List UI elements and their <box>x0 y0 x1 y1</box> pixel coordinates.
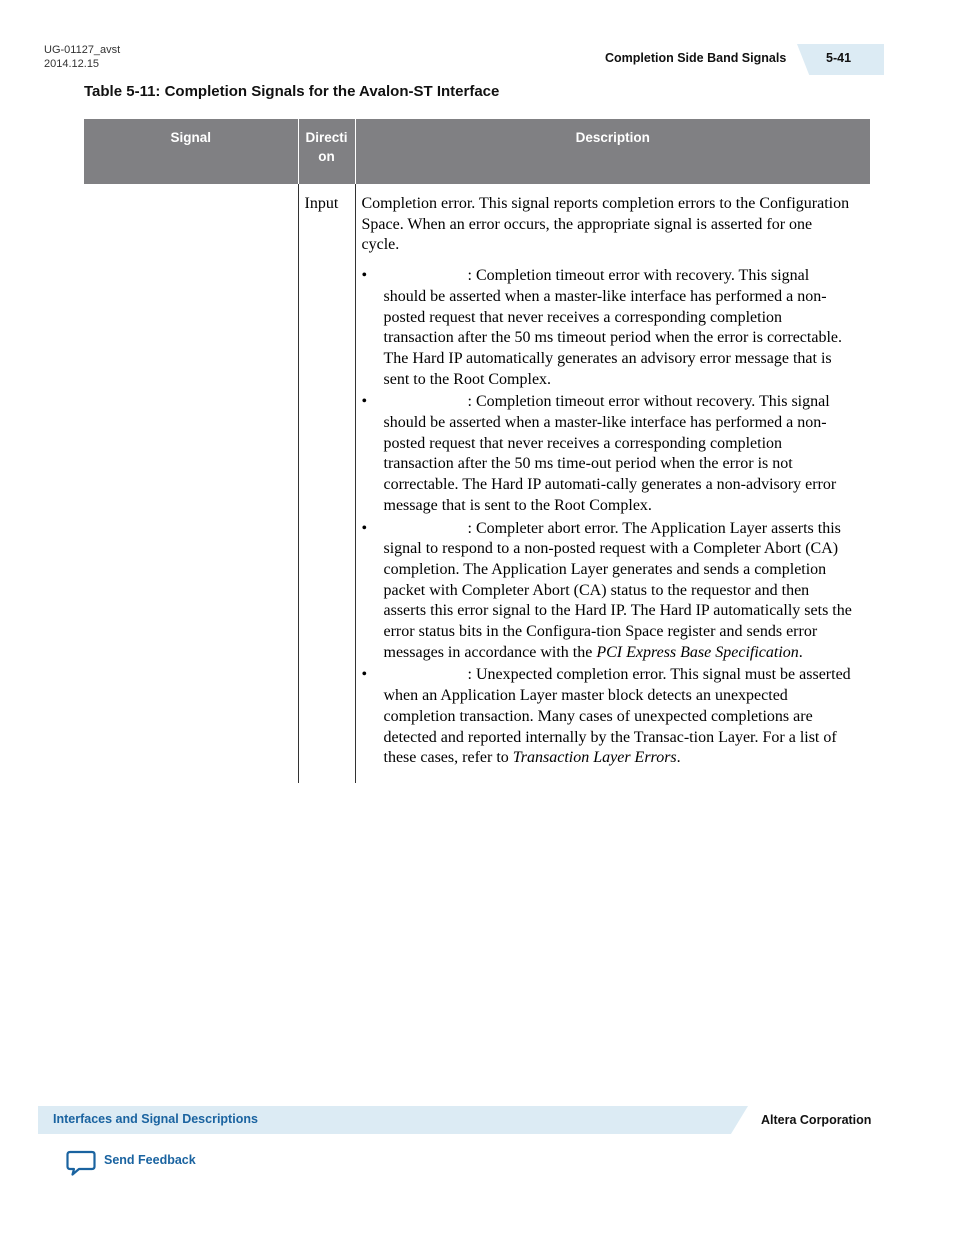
error-signal-list <box>362 266 853 769</box>
column-header-direction: Directi on <box>298 119 355 184</box>
list-item <box>362 266 853 390</box>
table-header-row <box>84 119 870 184</box>
doc-number: UG-01127_avst <box>44 44 121 56</box>
column-header-description: Description <box>355 119 870 184</box>
section-title: Completion Side Band Signals <box>605 51 787 65</box>
description-cell <box>355 184 870 783</box>
direction-cell: Input <box>298 184 355 783</box>
table-caption: Table 5-11: Completion Signals for the Avalon-ST Interface <box>84 83 500 100</box>
bullet-tail: . <box>798 643 803 661</box>
bullet-glyph: • <box>361 519 368 537</box>
document-id <box>44 43 120 71</box>
list-item <box>362 665 853 769</box>
bullet-glyph: • <box>361 666 368 684</box>
cross-reference-link[interactable]: Transaction Layer Errors <box>512 749 677 767</box>
page-number: 5-41 <box>826 51 852 65</box>
column-header-signal: Signal <box>84 119 298 184</box>
list-item <box>362 519 853 664</box>
signal-cell <box>84 184 298 783</box>
list-item <box>362 392 853 516</box>
bullet-glyph: • <box>361 393 368 411</box>
footer-company: Altera Corporation <box>761 1113 872 1127</box>
description-intro: Completion error. This signal reports completion errors to the Configuration Space. When an error occurs, the appropriate signal is asserted for one cycle. <box>361 195 850 254</box>
bullet-text: : Completion timeout error without recovery. This signal should be asserted when a master-like interface has performed a non-posted request that never receives a corresponding completion transaction after the 50 ms time-out period when the error is not correctable. The Hard IP automati-cally generates a non-advisory error message that is sent to the Root Complex. <box>383 393 837 514</box>
signals-table <box>84 119 870 783</box>
send-feedback-link[interactable]: Send Feedback <box>104 1153 196 1167</box>
bullet-text: : Unexpected completion error. This signal must be asserted when an Application Layer master block detects an unexpected completion transaction. Many cases of unexpected completions are detected and reported internally by the Transac-tion Layer. For a list of these cases, refer to <box>383 666 851 767</box>
bullet-glyph: • <box>361 267 368 285</box>
table-row <box>84 184 870 783</box>
bullet-text: : Completion timeout error with recovery. This signal should be asserted when a master-like interface has performed a non-posted request that never receives a corresponding completion transaction after the 50 ms timeout period when the error is correctable. The Hard IP automatically generates an advisory error message that is sent to the Root Complex. <box>383 267 842 388</box>
footer-chapter-link[interactable]: Interfaces and Signal Descriptions <box>53 1112 258 1126</box>
doc-date: 2014.12.15 <box>44 58 100 70</box>
bullet-tail: . <box>676 749 681 767</box>
speech-bubble-icon[interactable] <box>66 1150 96 1177</box>
spec-reference: PCI Express Base Specification <box>596 643 799 661</box>
bullet-text: : Completer abort error. The Application Layer asserts this signal to respond to a non-posted request with a Completer Abort (CA) completion. The Application Layer generates and sends a completion packet with Completer Abort (CA) status to the requestor and then asserts this error signal to the Hard IP. The Hard IP automatically sets the error status bits in the Configura-tion Space register and sends error messages in accordance with the <box>383 519 852 661</box>
